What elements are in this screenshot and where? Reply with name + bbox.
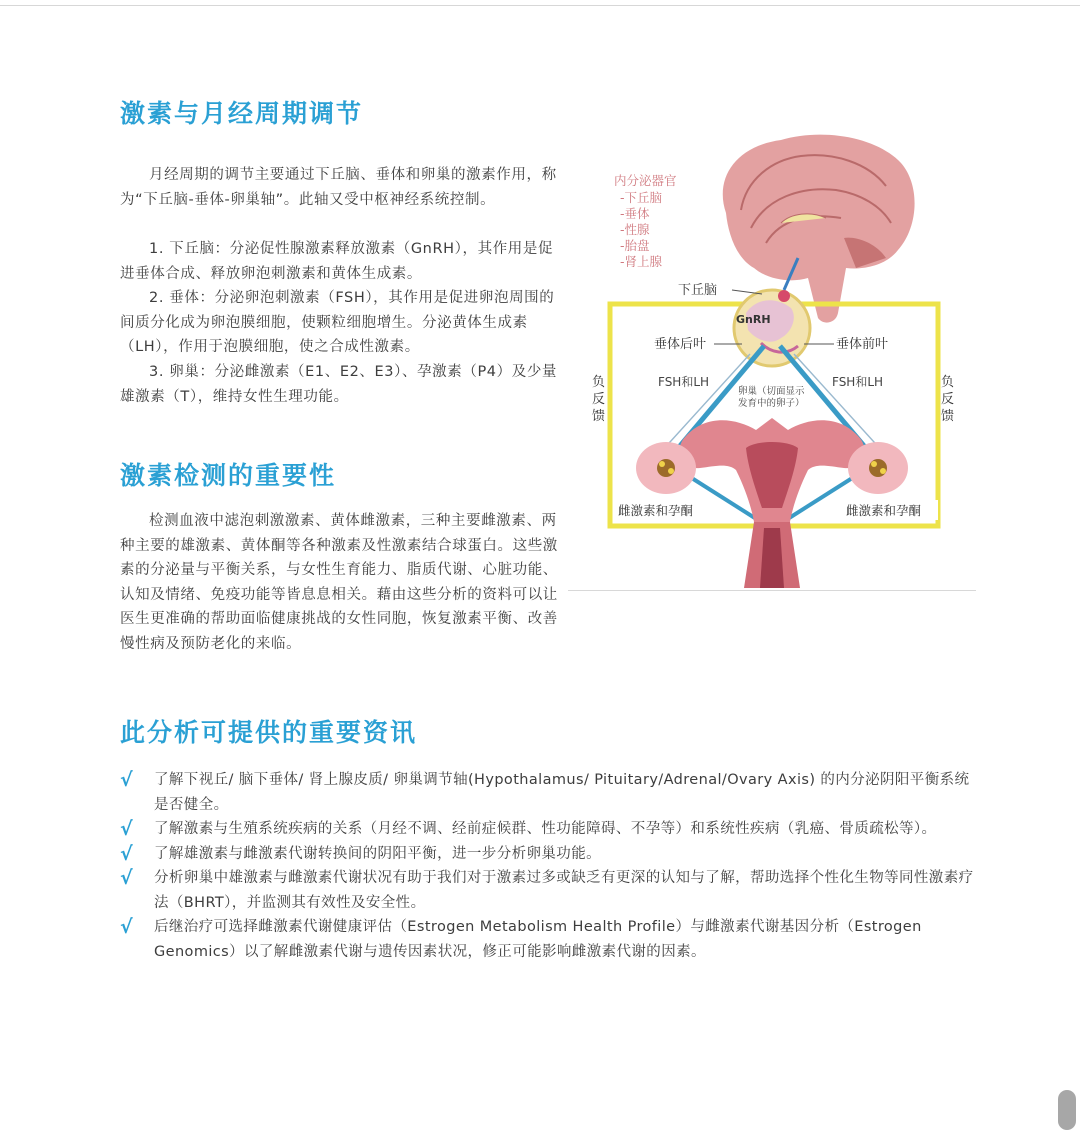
ovary-note-line2: 发育中的卵子） (738, 398, 805, 409)
section-title-importance: 激素检测的重要性 (120, 461, 337, 490)
list-item: √ 了解激素与生殖系统疾病的关系（月经不调、经前症候群、性功能障碍、不孕等）和系统性疾病（乳癌、骨质疏松等）。 (120, 818, 937, 840)
importance-paragraph: 检测血液中滤泡刺激激素、黄体雌激素，三种主要雌激素、两种主要的雄激素、黄体酮等各种激素及性激素结合球蛋白。这些激素的分泌量与平衡关系，与女性生育能力、脂质代谢、心脏功能、认知及情绪、免疫功能等皆息息相关。藉由这些分析的资料可以让医生更准确的帮助面临健康挑战的女性同胞，恢复激素平衡、改善慢性病及预防老化的来临。 (120, 513, 558, 652)
top-divider (0, 5, 1080, 6)
organ-list-item: -下丘脑 (620, 190, 663, 205)
pituitary-magnifier (734, 290, 810, 366)
hormones-left-label: 雌激素和孕酮 (618, 503, 694, 518)
hormones-right-label: 雌激素和孕酮 (846, 503, 922, 518)
section-title-regulation: 激素与月经周期调节 (120, 99, 364, 128)
organ-list-item: -垂体 (620, 206, 650, 221)
list-item: √ 了解下视丘/ 脑下垂体/ 肾上腺皮质/ 卵巢调节轴(Hypothalamus/ Pituitary/Adrenal/Ovary Axis) 的内分泌阴阳平衡系统是否健全。 (120, 769, 970, 813)
hypothalamus-paragraph: 1. 下丘脑：分泌促性腺激素释放激素（GnRH），其作用是促进垂体合成、释放卵泡刺激素和黄体生成素。 (120, 241, 554, 282)
list-item: √ 了解雄激素与雌激素代谢转换间的阴阳平衡，进一步分析卵巢功能。 (120, 842, 601, 865)
diagram-divider (568, 590, 976, 591)
list-item: √ 后继治疗可选择雌激素代谢健康评估（Estrogen Metabolism Health Profile）与雌激素代谢基因分析（Estrogen Genomics）以了解雌激素代谢与遗传因素状况，修正可能影响雌激素代谢的因素。 (120, 916, 922, 960)
check-icon: √ (120, 867, 134, 889)
ovary-note-line1: 卵巢（切面显示 (738, 386, 805, 397)
negative-feedback-right: 负反馈 (941, 375, 955, 424)
scrollbar-thumb[interactable] (1058, 1090, 1076, 1130)
check-icon: √ (120, 818, 134, 840)
organ-list-item: -性腺 (620, 222, 650, 237)
hpo-axis-diagram (586, 118, 958, 592)
organ-list-item: -肾上腺 (620, 254, 663, 269)
fsh-lh-left-label: FSH和LH (658, 375, 710, 389)
section-title-info: 此分析可提供的重要资讯 (120, 718, 418, 747)
fsh-lh-right-label: FSH和LH (832, 375, 884, 389)
organ-list-title: 内分泌器官 (614, 173, 677, 188)
check-icon: √ (120, 842, 134, 865)
posterior-pituitary-label: 垂体后叶 (654, 337, 707, 352)
check-icon: √ (120, 916, 134, 938)
intro-paragraph: 月经周期的调节主要通过下丘脑、垂体和卵巢的激素作用，称为“下丘脑‑垂体‑卵巢轴”。此轴又受中枢神经系统控制。 (120, 167, 557, 208)
pituitary-paragraph: 2. 垂体：分泌卵泡刺激素（FSH），其作用是促进卵泡周围的间质分化成为卵泡膜细胞，使颗粒细胞增生。分泌黄体生成素（LH），作用于泡膜细胞，使之合成性激素。 (120, 290, 555, 356)
hypothalamus-label: 下丘脑 (678, 283, 718, 298)
check-icon: √ (120, 769, 134, 791)
gnrh-label: GnRH (736, 313, 771, 326)
ovary-paragraph: 3. 卵巢：分泌雌激素（E1、E2、E3）、孕激素（P4）及少量雄激素（T），维持女性生理功能。 (120, 364, 558, 405)
anterior-pituitary-label: 垂体前叶 (836, 337, 889, 352)
list-item: √ 分析卵巢中雄激素与雌激素代谢状况有助于我们对于激素过多或缺乏有更深的认知与了解，帮助选择个性化生物等同性激素疗法（BHRT），并监测其有效性及安全性。 (120, 867, 974, 911)
organ-list-item: -胎盘 (620, 238, 650, 253)
info-list (120, 768, 980, 964)
negative-feedback-left: 负反馈 (592, 375, 606, 424)
